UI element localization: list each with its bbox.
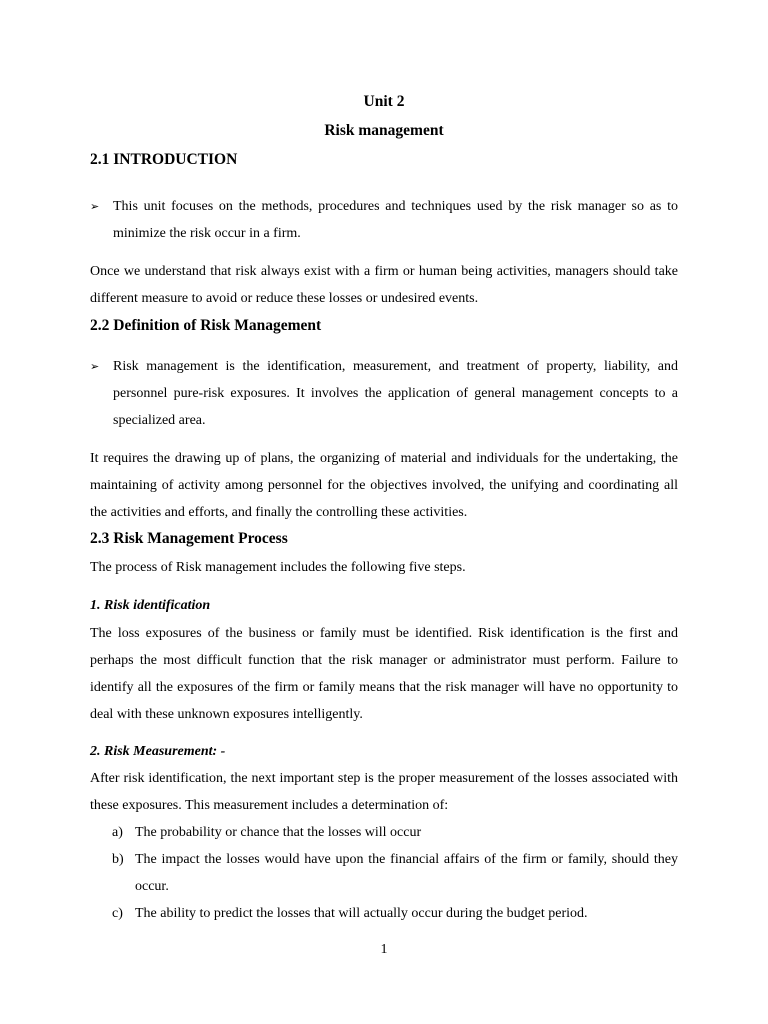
list-marker: a) — [112, 825, 123, 840]
list-item — [112, 900, 678, 927]
list-item — [112, 846, 678, 900]
list-marker: c) — [112, 906, 123, 921]
paragraph-definition: It requires the drawing up of plans, the organizing of material and individuals for the undertaking, the maintaining of activity among personnel for the objectives involved, the unifying and coordinating all the activities and efforts, and finally the controlling these activities. — [90, 451, 678, 520]
list-marker: b) — [112, 852, 124, 867]
section-heading-introduction: 2.1 INTRODUCTION — [90, 151, 238, 168]
bullet-text: Risk management is the identification, measurement, and treatment of property, liability, and personnel pure-risk exposures. It involves the application of general management concepts to a specialized area. — [113, 359, 678, 428]
document-title: Risk management — [324, 122, 444, 139]
unit-title: Unit 2 — [363, 93, 405, 110]
document-page — [90, 0, 678, 1024]
paragraph-introduction: Once we understand that risk always exist with a firm or human being activities, managers should take different measure to avoid or reduce these losses or undesired events. — [90, 264, 678, 306]
bullet-text: This unit focuses on the methods, procedures and techniques used by the risk manager so as to minimize the risk occur in a firm. — [113, 199, 678, 241]
step-heading-risk-measurement: 2. Risk Measurement: - — [90, 744, 226, 759]
arrow-bullet-icon: ➢ — [90, 200, 100, 213]
list-item-text: The ability to predict the losses that will actually occur during the budget period. — [135, 906, 588, 921]
arrow-bullet-icon: ➢ — [90, 360, 100, 373]
paragraph-risk-measurement: After risk identification, the next important step is the proper measurement of the losses associated with these exposures. This measurement includes a determination of: — [90, 771, 678, 813]
section-heading-process: 2.3 Risk Management Process — [90, 530, 288, 547]
list-item-text: The probability or chance that the losses will occur — [135, 825, 422, 840]
paragraph-process-intro: The process of Risk management includes the following five steps. — [90, 560, 466, 575]
section-heading-definition: 2.2 Definition of Risk Management — [90, 317, 322, 334]
list-item-text: The impact the losses would have upon the financial affairs of the firm or family, should they occur. — [135, 852, 678, 894]
measurement-list — [112, 819, 678, 927]
paragraph-risk-identification: The loss exposures of the business or family must be identified. Risk identification is the first and perhaps the most difficult function that the risk manager or administrator must perform. Failure to identify all the exposures of the firm or family means that the risk manager will have no opportunity to deal with these unknown exposures intelligently. — [90, 626, 678, 722]
list-item — [112, 819, 678, 846]
bullet-item-definition — [90, 353, 678, 434]
page-number: 1 — [380, 942, 388, 957]
bullet-item-introduction — [90, 193, 678, 247]
step-heading-risk-identification: 1. Risk identification — [90, 598, 211, 613]
